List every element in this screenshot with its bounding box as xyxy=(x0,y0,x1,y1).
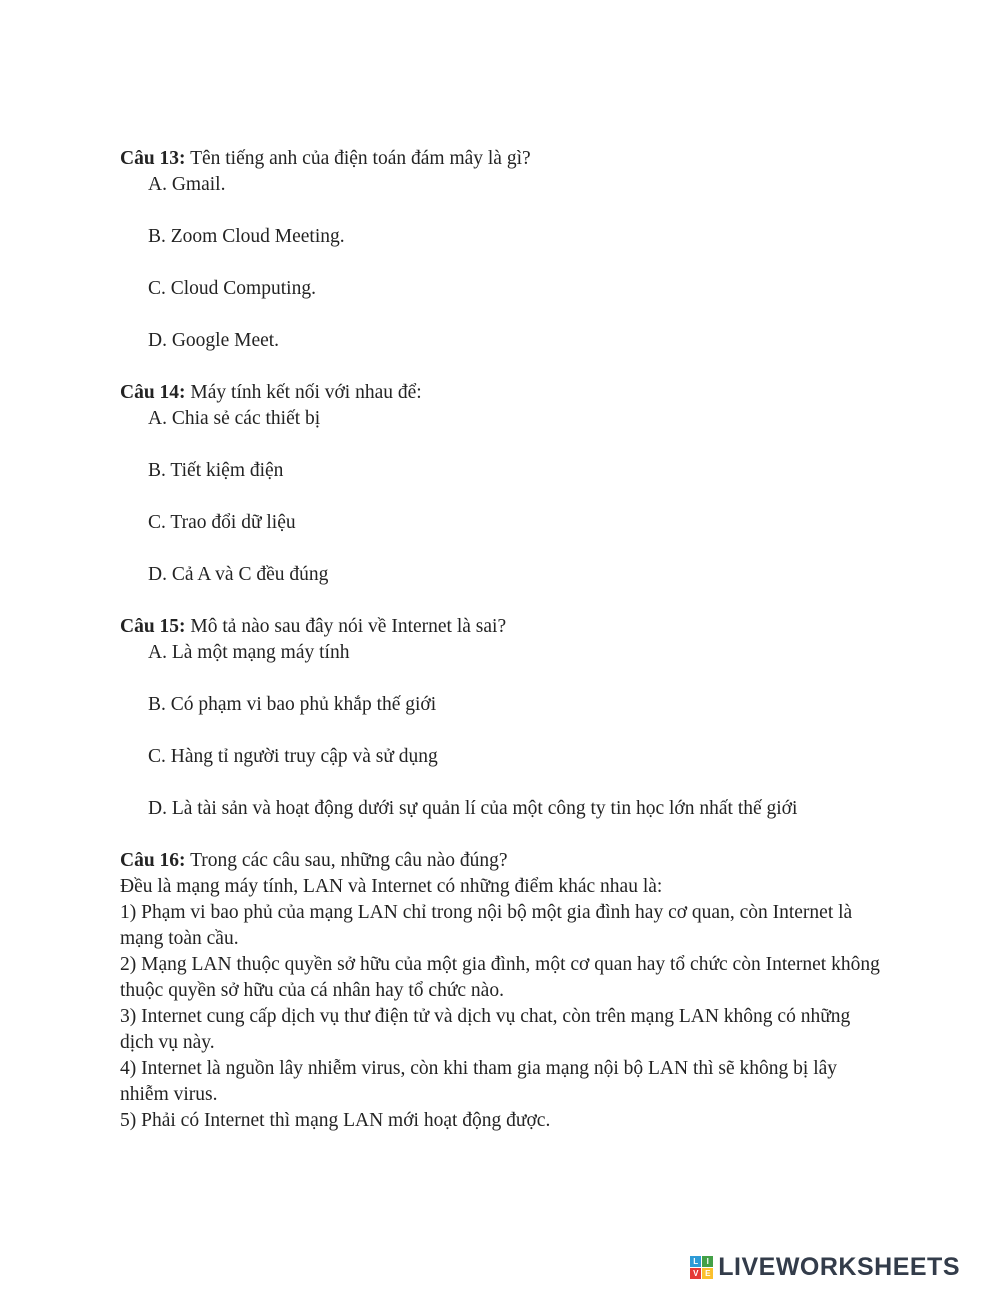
question-16-item-4: 4) Internet là nguồn lây nhiễm virus, còn khi tham gia mạng nội bộ LAN thì sẽ không bị lây nhiễm virus. xyxy=(120,1058,838,1105)
question-13 xyxy=(120,146,882,354)
question-15-option-b: B. Có phạm vi bao phủ khắp thế giới xyxy=(148,694,437,715)
question-16-label: Câu 16: xyxy=(120,850,186,871)
question-14-text: Máy tính kết nối với nhau để: xyxy=(190,382,422,403)
question-15-option-a: A. Là một mạng máy tính xyxy=(148,642,350,663)
worksheet-content xyxy=(120,146,882,1134)
logo-letter-e: E xyxy=(702,1268,713,1279)
question-15-heading xyxy=(120,614,882,640)
question-14-heading xyxy=(120,380,882,406)
question-14-label: Câu 14: xyxy=(120,382,186,403)
question-13-option-a: A. Gmail. xyxy=(148,174,226,195)
question-16-item-5: 5) Phải có Internet thì mạng LAN mới hoạt động được. xyxy=(120,1110,551,1131)
liveworksheets-grid-icon xyxy=(690,1256,713,1279)
liveworksheets-logo[interactable] xyxy=(690,1253,960,1282)
question-16-item-3: 3) Internet cung cấp dịch vụ thư điện tử và dịch vụ chat, còn trên mạng LAN không có những dịch vụ này. xyxy=(120,1006,851,1053)
question-15-label: Câu 15: xyxy=(120,616,186,637)
question-13-option-d: D. Google Meet. xyxy=(148,330,280,351)
liveworksheets-brand-text: LIVEWORKSHEETS xyxy=(718,1253,960,1281)
question-14 xyxy=(120,380,882,588)
question-14-option-d: D. Cả A và C đều đúng xyxy=(148,564,329,585)
question-16-item-1: 1) Phạm vi bao phủ của mạng LAN chỉ trong nội bộ một gia đình hay cơ quan, còn Internet là mạng toàn cầu. xyxy=(120,902,853,949)
question-15-option-c: C. Hàng tỉ người truy cập và sử dụng xyxy=(148,746,438,767)
question-16-heading xyxy=(120,848,882,874)
logo-letter-i: I xyxy=(702,1256,713,1267)
question-13-option-b: B. Zoom Cloud Meeting. xyxy=(148,226,345,247)
logo-letter-l: L xyxy=(690,1256,701,1267)
logo-letter-v: V xyxy=(690,1268,701,1279)
question-13-option-c: C. Cloud Computing. xyxy=(148,278,316,299)
question-15 xyxy=(120,614,882,822)
question-15-text: Mô tả nào sau đây nói về Internet là sai? xyxy=(190,616,507,637)
question-14-option-c: C. Trao đổi dữ liệu xyxy=(148,512,296,533)
question-13-text: Tên tiếng anh của điện toán đám mây là gì? xyxy=(190,148,531,169)
question-16-intro: Đều là mạng máy tính, LAN và Internet có những điểm khác nhau là: xyxy=(120,876,663,897)
question-16 xyxy=(120,848,882,1134)
question-13-label: Câu 13: xyxy=(120,148,186,169)
question-16-item-2: 2) Mạng LAN thuộc quyền sở hữu của một gia đình, một cơ quan hay tổ chức còn Internet không thuộc quyền sở hữu của cá nhân hay tổ chức nào. xyxy=(120,954,880,1001)
question-16-text: Trong các câu sau, những câu nào đúng? xyxy=(190,850,508,871)
question-15-option-d: D. Là tài sản và hoạt động dưới sự quản lí của một công ty tin học lớn nhất thế giới xyxy=(148,798,798,819)
question-13-heading xyxy=(120,146,882,172)
question-14-option-b: B. Tiết kiệm điện xyxy=(148,460,284,481)
question-14-option-a: A. Chia sẻ các thiết bị xyxy=(148,408,321,429)
